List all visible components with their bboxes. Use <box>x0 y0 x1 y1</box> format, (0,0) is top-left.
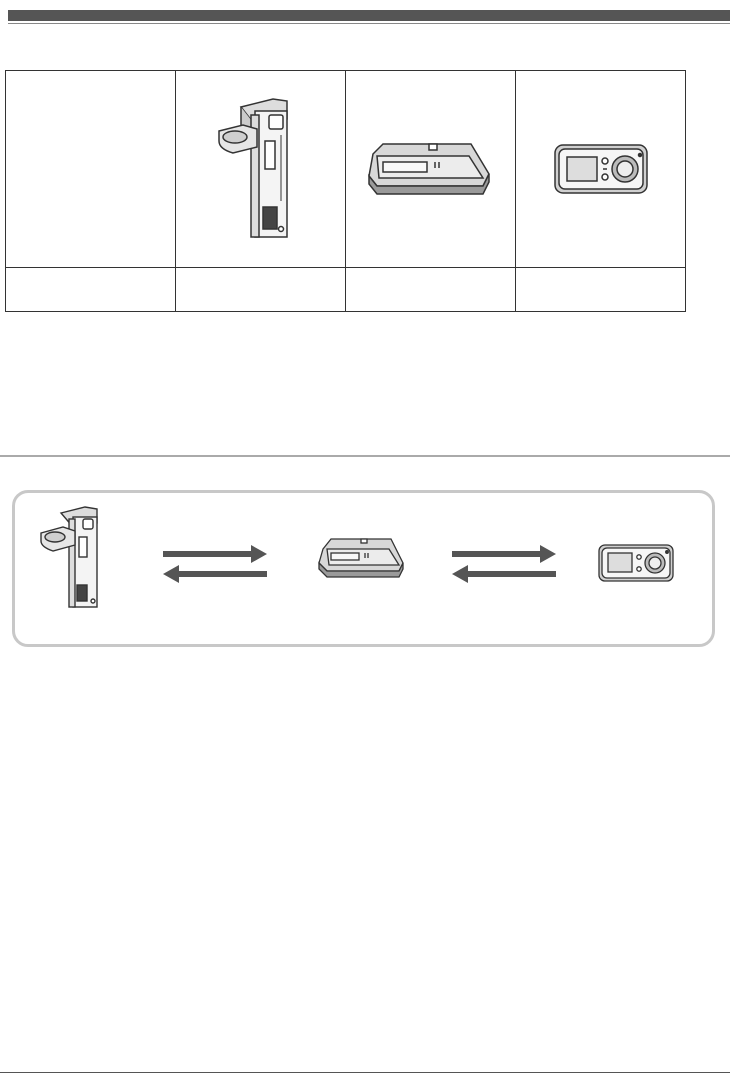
header-rule <box>8 23 730 24</box>
parts-table <box>5 70 686 312</box>
charger-icon <box>315 533 411 583</box>
table-row <box>6 268 686 312</box>
table-row <box>6 71 686 268</box>
monitor-icon <box>551 139 651 199</box>
table-cell-door-camera <box>176 71 346 268</box>
bidirectional-arrows-icon <box>452 543 556 583</box>
table-label-cell <box>346 268 516 312</box>
flow-diagram <box>12 490 715 647</box>
charger-icon <box>361 134 501 204</box>
door-camera-icon <box>37 499 117 611</box>
header-bar <box>8 10 730 21</box>
bidirectional-arrows-icon <box>163 543 267 583</box>
flow-arrows-2 <box>452 543 556 583</box>
table-cell-charger <box>346 71 516 268</box>
flow-arrows-1 <box>163 543 267 583</box>
footer-rule <box>0 1072 730 1073</box>
flow-door-camera <box>37 499 117 611</box>
table-cell-blank <box>6 71 176 268</box>
flow-monitor <box>597 543 675 583</box>
table-cell-monitor <box>516 71 686 268</box>
table-label-cell <box>516 268 686 312</box>
table-label-cell <box>6 268 176 312</box>
door-camera-icon <box>211 89 311 249</box>
section-divider <box>0 455 730 457</box>
table-label-cell <box>176 268 346 312</box>
flow-charger <box>315 533 411 583</box>
monitor-icon <box>597 543 675 583</box>
